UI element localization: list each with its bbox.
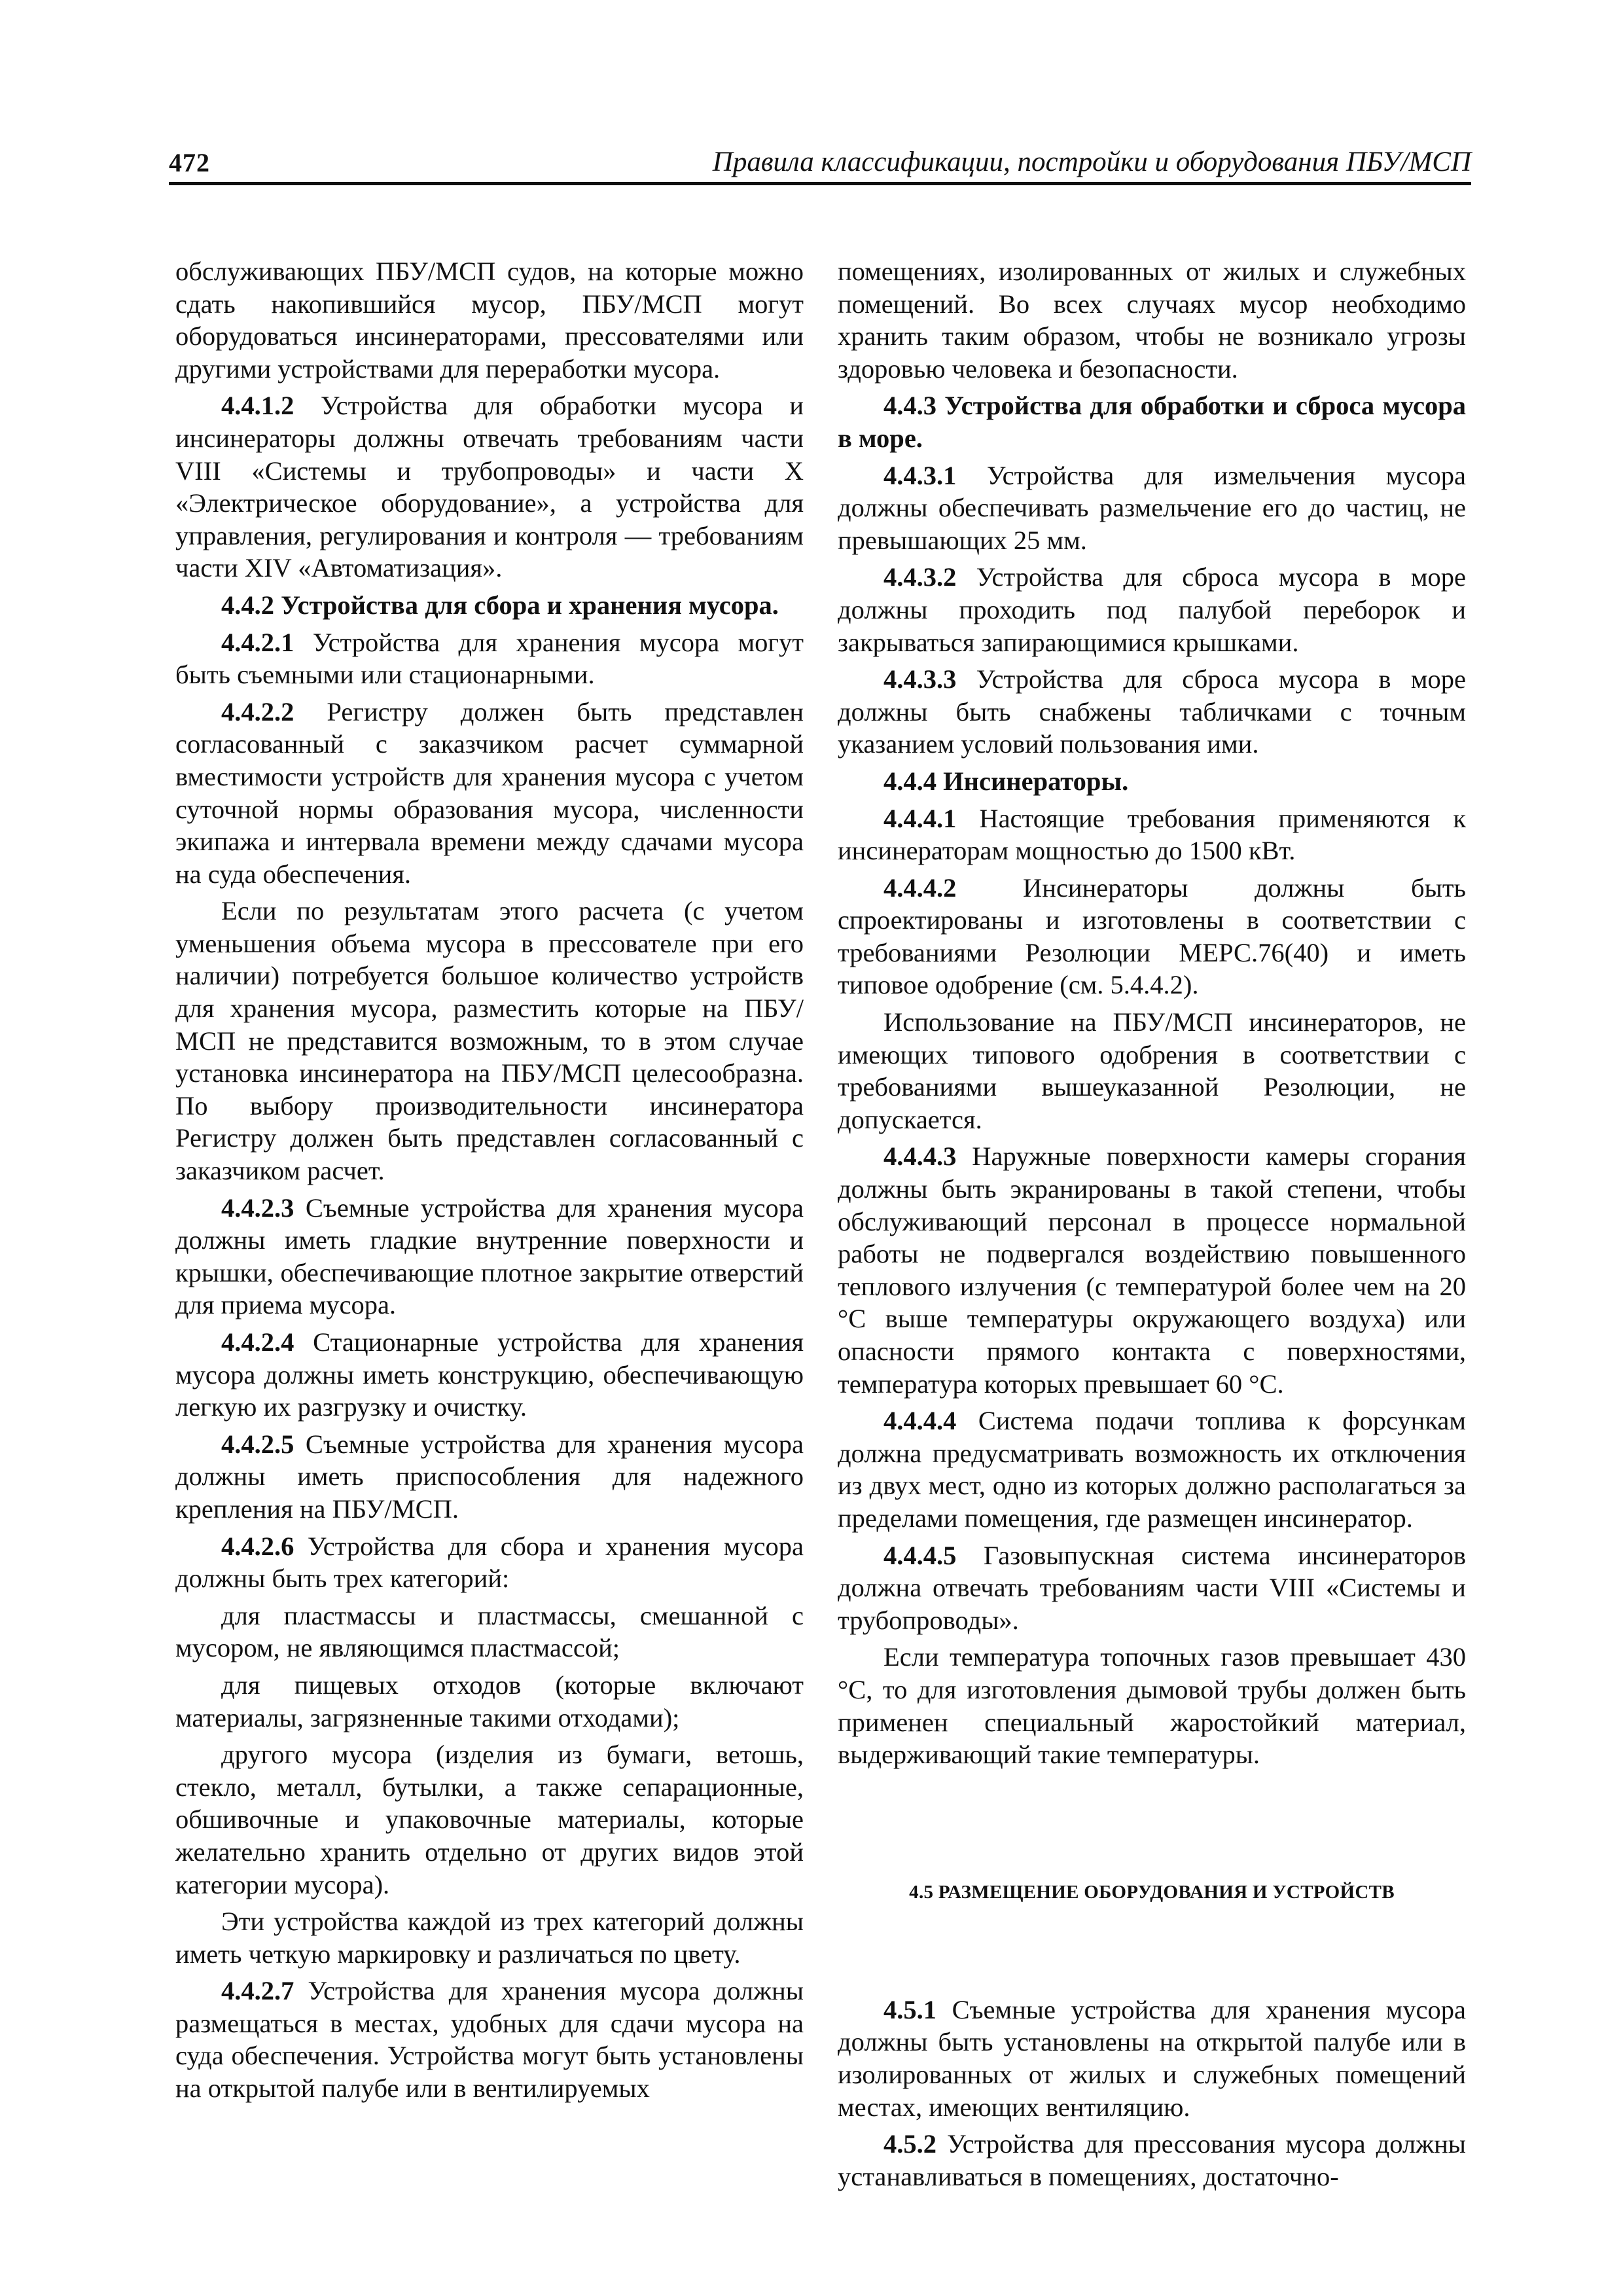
paragraph: 4.5.1 Съемные устройства для хранения мусора должны быть установлены на открытой палубе или в изолированных от жилых и служебных помещений местах, имеющих вентиляцию. <box>838 1994 1466 2122</box>
paragraph: помещениях, изолированных от жилых и служебных помещений. Во всех случаях мусор необходимо хранить таким образом, чтобы не возникало угрозы здоровью человека и безопасности. <box>838 257 1466 384</box>
list-item: для пластмассы и пластмассы, смешанной с мусором, не являющимся пластмассой; <box>175 1600 804 1663</box>
paragraph: обслуживающих ПБУ/МСП судов, на которые можно сдать накопившийся мусор, ПБУ/МСП могут оборудоваться инсинераторами, прессователями или другими устройствами для переработки мусора. <box>175 257 804 384</box>
paragraph: Эти устройства каждой из трех категорий должны иметь четкую маркировку и различаться по цвету. <box>175 1907 804 1969</box>
running-title: Правила классификации, постройки и оборудования ПБУ/МСП <box>712 147 1471 177</box>
paragraph: 4.4.3.2 Устройства для сброса мусора в море должны проходить под палубой переборок и закрываться запирающимися крышками. <box>838 562 1466 657</box>
subsection-heading: 4.4.2 Устройства для сбора и хранения мусора. <box>221 590 779 620</box>
list-item: другого мусора (изделия из бумаги, ветошь, стекло, металл, бутылки, а также сепарационные, обшивочные и упаковочные материалы, которые желательно хранить отдельно от других видов этой категории мусора). <box>175 1740 804 1899</box>
paragraph: Если температура топочных газов превышает 430 °С, то для изготовления дымовой трубы должен быть применен специальный жаростойкий материал, выдерживающий такие температуры. <box>838 1642 1466 1770</box>
right-column <box>838 255 1466 2197</box>
spacer <box>838 1776 1466 1879</box>
page-number: 472 <box>169 148 210 177</box>
left-column <box>175 255 804 2109</box>
subsection-heading: 4.4.3 Устройства для обработки и сброса мусора в море. <box>838 391 1466 453</box>
paragraph: 4.4.4.3 Наружные поверхности камеры сгорания должны быть экранированы в такой степени, чтобы обслуживающий персонал в процессе нормальной работы не подвергался воздействию повышенного теплового излучения (с температурой более чем на 20 °С выше температуры окружающего воздуха) или опасности прямого контакта с поверхностями, температура которых превышает 60 °С. <box>838 1141 1466 1399</box>
paragraph: Использование на ПБУ/МСП инсинераторов, не имеющих типового одобрения в соответствии с требованиями вышеуказанной Резолюции, не допускается. <box>838 1007 1466 1134</box>
paragraph: 4.4.2.2 Регистру должен быть представлен согласованный с заказчиком расчет суммарной вместимости устройств для хранения мусора с учетом суточной нормы образования мусора, численности экипажа и интервала времени между сдачами мусора на суда обеспечения. <box>175 696 804 889</box>
page-header <box>169 141 1471 185</box>
paragraph: 4.4.2.1 Устройства для хранения мусора могут быть съемными или стационарными. <box>175 627 804 690</box>
paragraph: 4.4.3.1 Устройства для измельчения мусора должны обеспечивать размельчение его до частиц, не превышающих 25 мм. <box>838 460 1466 555</box>
paragraph: 4.4.2.5 Съемные устройства для хранения мусора должны иметь приспособления для надежного крепления на ПБУ/МСП. <box>175 1429 804 1524</box>
list-item: для пищевых отходов (которые включают материалы, загрязненные такими отходами); <box>175 1670 804 1732</box>
paragraph: 4.4.2.7 Устройства для хранения мусора должны размещаться в местах, удобных для сдачи мусора на суда обеспечения. Устройства могут быть установлены на открытой палубе или в вентилируемых <box>175 1976 804 2104</box>
paragraph: 4.4.4.4 Система подачи топлива к форсункам должна предусматривать возможность их отключения из двух мест, одно из которых должно располагаться за пределами помещения, где размещен инсинератор. <box>838 1406 1466 1533</box>
subsection-heading: 4.4.4 Инсинераторы. <box>883 766 1129 796</box>
spacer <box>838 1910 1466 1994</box>
paragraph: Если по результатам этого расчета (с учетом уменьшения объема мусора в прессователе при его наличии) потребуется большое количество устройств для хранения мусора, разместить которые на ПБУ/МСП не представится возможным, то в этом случае установка инсинератора на ПБУ/МСП целесообразна. По выбору производительности инсинератора Регистру должен быть представлен согласованный с заказчиком расчет. <box>175 896 804 1186</box>
paragraph: 4.4.1.2 Устройства для обработки мусора и инсинераторы должны отвечать требованиям части VIII «Системы и трубопроводы» и части X «Электрическое оборудование», а устройства для управления, регулирования и контроля — требованиям части XIV «Автоматизация». <box>175 391 804 583</box>
paragraph: 4.4.2.4 Стационарные устройства для хранения мусора должны иметь конструкцию, обеспечивающую легкую их разгрузку и очистку. <box>175 1327 804 1422</box>
section-heading: 4.5 РАЗМЕЩЕНИЕ ОБОРУДОВАНИЯ И УСТРОЙСТВ <box>909 1881 1395 1903</box>
paragraph: 4.4.4.2 Инсинераторы должны быть спроектированы и изготовлены в соответствии с требованиями Резолюции МЕРС.76(40) и иметь типовое одобрение (см. 5.4.4.2). <box>838 872 1466 1000</box>
paragraph: 4.5.2 Устройства для прессования мусора должны устанавливаться в помещениях, достаточно- <box>838 2129 1466 2191</box>
paragraph: 4.4.2.3 Съемные устройства для хранения мусора должны иметь гладкие внутренние поверхности и крышки, обеспечивающие плотное закрытие отверстий для приема мусора. <box>175 1193 804 1320</box>
paragraph: 4.4.4.1 Настоящие требования применяются к инсинераторам мощностью до 1500 кВт. <box>838 803 1466 866</box>
paragraph: 4.4.4.5 Газовыпускная система инсинераторов должна отвечать требованиям части VIII «Системы и трубопроводы». <box>838 1540 1466 1635</box>
paragraph: 4.4.2.6 Устройства для сбора и хранения мусора должны быть трех категорий: <box>175 1531 804 1594</box>
paragraph: 4.4.3.3 Устройства для сброса мусора в море должны быть снабжены табличками с точным указанием условий пользования ими. <box>838 664 1466 759</box>
